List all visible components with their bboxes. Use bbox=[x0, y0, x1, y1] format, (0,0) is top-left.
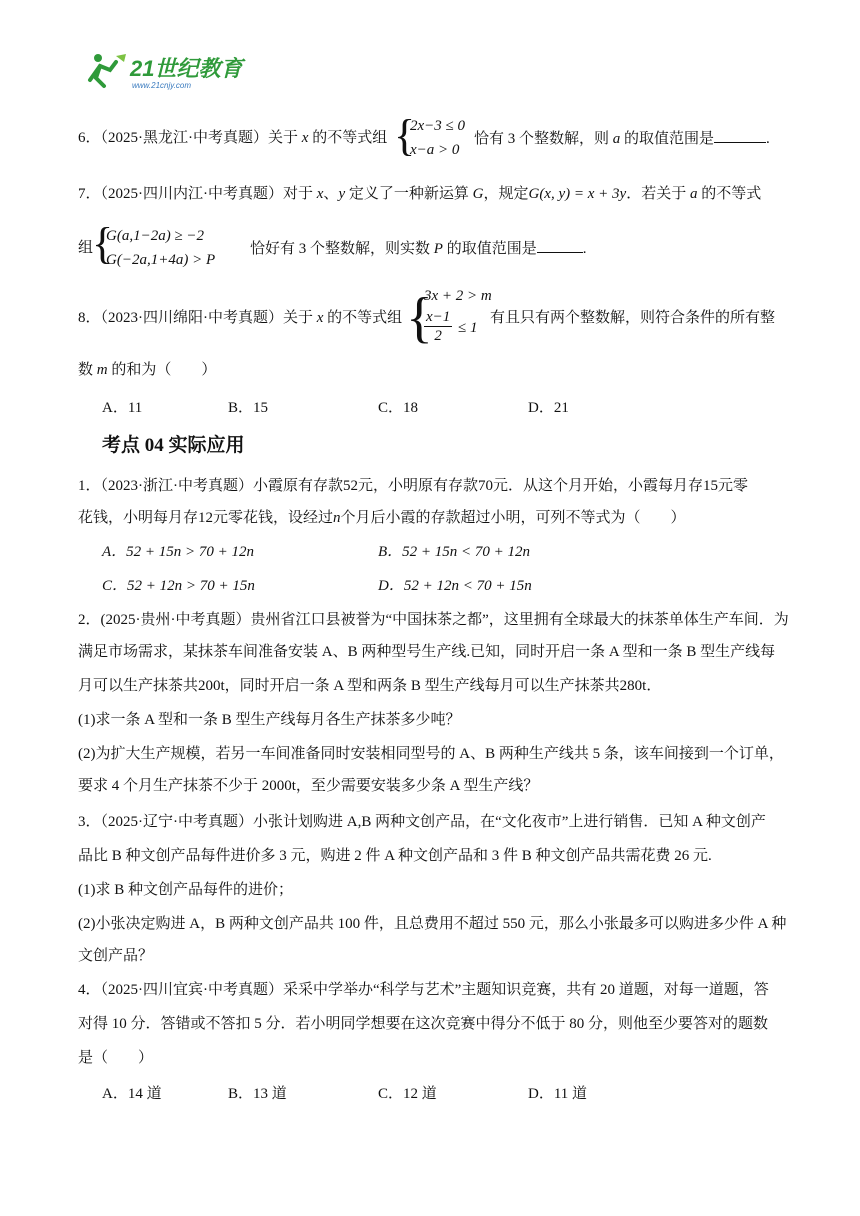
q8-option-c[interactable]: C．18 bbox=[378, 400, 419, 416]
q8-prefix: 8．（2023·四川绵阳·中考真题）关于 x 的不等式组 bbox=[78, 310, 403, 326]
p2-line4: (1)求一条 A 型和一条 B 型生产线每月各生产抹茶多少吨？ bbox=[78, 712, 461, 728]
q6-answer-blank[interactable] bbox=[714, 128, 766, 143]
p2-line2: 满足市场需求，某抹茶车间准备安装 A、B 两种型号生产线.已知，同时开启一条 A 型和一条 B 型生产线每 bbox=[78, 644, 776, 660]
q7-tail: 恰好有 3 个整数解，则实数 P 的取值范围是 . bbox=[250, 238, 586, 259]
p2-line6: 要求 4 个月生产抹茶不少于 2000t，至少需要安装多少条 A 型生产线？ bbox=[78, 778, 539, 794]
p1-option-a[interactable]: A．52 + 15n > 70 + 12n bbox=[102, 544, 255, 560]
p2-line3: 月可以生产抹茶共200t，同时开启一条 A 型和两条 B 型生产线每月可以生产抹茶共280t． bbox=[78, 678, 662, 694]
q6-tail: 恰有 3 个整数解，则 a 的取值范围是 . bbox=[474, 128, 770, 149]
p4-option-c[interactable]: C．12 道 bbox=[378, 1086, 437, 1102]
q8-tail: 有且只有两个整数解，则符合条件的所有整 bbox=[490, 310, 776, 326]
q7-group-label: 组 bbox=[78, 240, 94, 256]
p1-line2: 花钱，小明每月存12元零花钱，设经过n个月后小霞的存款超过小明，可列不等式为（ ） bbox=[78, 510, 686, 526]
p2-line5: (2)为扩大生产规模，若另一车间准备同时安装相同型号的 A、B 两种生产线共 5 条，该车间接到一个订单， bbox=[78, 746, 784, 762]
svg-text:21世纪教育: 21世纪教育 bbox=[130, 56, 243, 81]
q8-fraction: $\frac{x-1}{2}$ bbox=[426, 309, 451, 344]
p1-line1: 1．（2023·浙江·中考真题）小霞原有存款52元，小明原有存款70元．从这个月开始，小霞每月存15元零 bbox=[78, 478, 748, 494]
p1-option-d[interactable]: D．52 + 12n < 70 + 15n bbox=[378, 578, 532, 594]
q8-option-d[interactable]: D．21 bbox=[528, 400, 569, 416]
p3-line4: (2)小张决定购进 A，B 两种文创产品共 100 件，且总费用不超过 550 元，那么小张最多可以购进多少件 A 种 bbox=[78, 916, 787, 932]
q8-option-a[interactable]: A．11 bbox=[102, 400, 143, 416]
p4-option-b[interactable]: B．13 道 bbox=[228, 1086, 287, 1102]
q7-answer-blank[interactable] bbox=[537, 238, 583, 253]
p4-option-d[interactable]: D．11 道 bbox=[528, 1086, 588, 1102]
p3-line1: 3．（2025·辽宁·中考真题）小张计划购进 A,B 两种文创产品，在“文化夜市”上进行销售．已知 A 种文创产 bbox=[78, 814, 766, 830]
q8-ineq2-tail: ≤ 1 bbox=[458, 320, 478, 336]
q8-line2: 数 m 的和为（ ） bbox=[78, 362, 217, 378]
p1-option-b[interactable]: B．52 + 15n < 70 + 12n bbox=[378, 544, 531, 560]
p4-line3: 是（ ） bbox=[78, 1050, 154, 1066]
p3-line2: 品比 B 种文创产品每件进价多 3 元，购进 2 件 A 种文创产品和 3 件 B 种文创产品共需花费 26 元. bbox=[78, 848, 712, 864]
p2-line1: 2．(2025·贵州·中考真题）贵州省江口县被誉为“中国抹茶之都”，这里拥有全球最大的抹茶单体生产车间．为 bbox=[78, 612, 789, 628]
q7-line1: 7．（2025·四川内江·中考真题）对于 x、y 定义了一种新运算 G，规定G(x, y) = x + 3y．若关于 a 的不等式 bbox=[78, 186, 762, 202]
p3-line3: (1)求 B 种文创产品每件的进价； bbox=[78, 882, 293, 898]
q7-ineq1: G(a,1−2a) ≥ −2 bbox=[106, 228, 205, 244]
q8-ineq1: 3x + 2 > m bbox=[424, 288, 492, 304]
p4-line2: 对得 10 分．答错或不答扣 5 分．若小明同学想要在这次竞赛中得分不低于 80 分，则他至少要答对的题数 bbox=[78, 1016, 769, 1032]
q8-option-b[interactable]: B．15 bbox=[228, 400, 269, 416]
p3-line5: 文创产品？ bbox=[78, 948, 154, 964]
p4-line1: 4．（2025·四川宜宾·中考真题）采采中学举办“科学与艺术”主题知识竞赛，共有 20 道题，对每一道题，答 bbox=[78, 982, 769, 998]
svg-text:www.21cnjy.com: www.21cnjy.com bbox=[132, 81, 191, 90]
q6-ineq2: x−a > 0 bbox=[410, 142, 460, 158]
q7-ineq2: G(−2a,1+4a) > P bbox=[106, 252, 216, 268]
q6-brace: { bbox=[394, 111, 416, 160]
logo bbox=[86, 50, 256, 92]
q6-prefix: 6．（2025·黑龙江·中考真题）关于 x 的不等式组 bbox=[78, 130, 388, 146]
q6-ineq1: 2x−3 ≤ 0 bbox=[410, 118, 466, 134]
q8-brace: { bbox=[406, 287, 433, 349]
p4-option-a[interactable]: A．14 道 bbox=[102, 1086, 162, 1102]
section-title: 考点 04 实际应用 bbox=[102, 435, 245, 456]
q7-brace: { bbox=[92, 219, 114, 268]
p1-option-c[interactable]: C．52 + 12n > 70 + 15n bbox=[102, 578, 255, 594]
runner-logo-icon bbox=[86, 50, 256, 92]
